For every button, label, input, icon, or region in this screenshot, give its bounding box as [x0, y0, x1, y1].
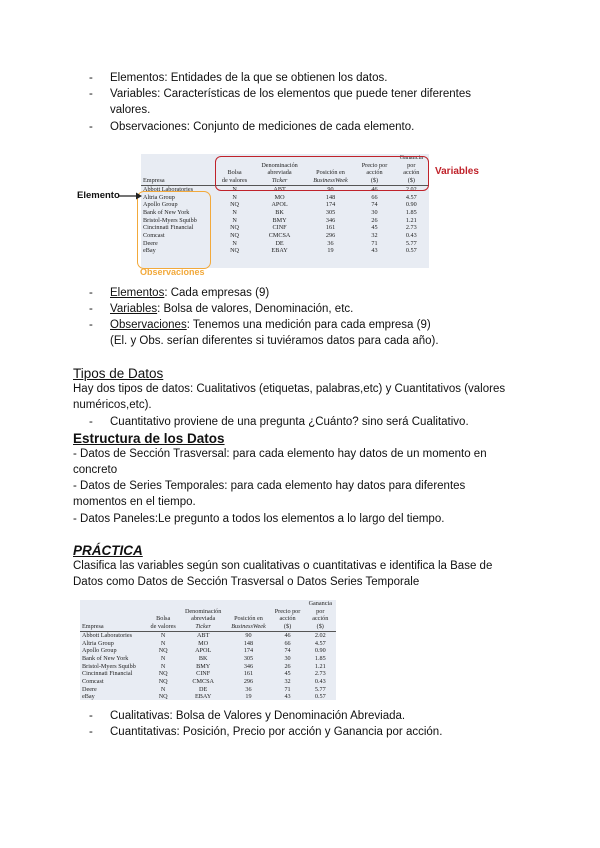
table-cell: Altria Group: [143, 193, 175, 201]
bullet-variables: [110, 303, 353, 315]
table-cell: 305: [243, 654, 254, 662]
table-cell: 2.02: [314, 631, 326, 639]
table-cell: 19: [245, 693, 252, 701]
observaciones-label: Observaciones: [140, 267, 205, 277]
table-cell: Abbott Laboratories: [143, 185, 194, 193]
table-row: [80, 631, 336, 639]
table-cell: NQ: [230, 224, 240, 232]
table-cell: 0.43: [314, 678, 326, 686]
table-cell: 2.73: [314, 670, 326, 678]
column-header: Denominación abreviada Ticker: [253, 154, 305, 185]
column-header: Empresa: [141, 154, 216, 185]
table-row: [80, 647, 336, 655]
table-cell: 0.57: [314, 693, 326, 701]
column-header: Empresa: [80, 600, 146, 631]
estructura-line: concreto: [73, 464, 118, 476]
table-cell: 346: [243, 662, 254, 670]
column-header: Denominación abreviada Ticker: [180, 600, 226, 631]
table-row: [80, 640, 336, 648]
table-cell: N: [160, 639, 166, 647]
table-cell: 74: [284, 647, 291, 655]
bullet-elementos-def: Elementos: Entidades de la que se obtienen los datos.: [110, 72, 388, 84]
bullet-label: Elementos: [110, 287, 165, 299]
table-cell: 174: [325, 201, 336, 209]
observaciones-highlight-box: [137, 191, 211, 269]
table-cell: BMY: [196, 662, 211, 670]
practica-line: Clasifica las variables según son cualitativas o cuantitativas e identifica la Base de: [73, 560, 493, 572]
bullet-label: Variables: [110, 303, 158, 315]
column-header: Precio por acción ($): [271, 600, 305, 631]
table-cell: Cincinnati Financial: [82, 670, 133, 678]
bullet-variables-def-cont: valores.: [110, 104, 151, 116]
table-cell: eBay: [143, 247, 156, 255]
table-cell: NQ: [230, 232, 240, 240]
table-cell: 1.85: [405, 208, 417, 216]
table-cell: 26: [284, 662, 291, 670]
table-cell: BMY: [272, 216, 287, 224]
table-cell: APOL: [195, 647, 212, 655]
table-cell: N: [232, 216, 237, 224]
table-cell: N: [160, 685, 166, 693]
table-cell: CINF: [272, 224, 287, 232]
bullet-dash: -: [89, 726, 93, 738]
estructura-line: momentos en el tiempo.: [73, 496, 196, 508]
table-cell: 46: [284, 631, 291, 639]
table-row: [80, 686, 336, 694]
table-cell: NQ: [230, 201, 240, 209]
table-cell: 30: [284, 654, 291, 662]
estructura-line: - Datos Paneles:Le pregunto a todos los elementos a lo largo del tiempo.: [73, 513, 445, 525]
table-cell: NQ: [230, 247, 240, 255]
table-cell: DE: [275, 239, 284, 247]
table-cell: Altria Group: [82, 639, 114, 647]
paragraph-tipos: Hay dos tipos de datos: Cualitativos (etiquetas, palabras,etc) y Cuantitativos (valores: [73, 383, 506, 395]
bullet-dash: -: [89, 303, 93, 315]
table-cell: CMCSA: [192, 678, 214, 686]
table-cell: DE: [199, 685, 208, 693]
table-cell: 174: [243, 647, 254, 655]
bullet-text: : Tenemos una medición para cada empresa (9): [186, 319, 431, 331]
table-cell: ABT: [196, 631, 210, 639]
table-cell: 30: [371, 208, 378, 216]
table-cell: EBAY: [195, 693, 212, 701]
table-cell: Apollo Group: [82, 647, 117, 655]
column-header: Posición en BusinessWeek: [306, 154, 356, 185]
table-cell: 32: [284, 678, 291, 686]
table-cell: Deere: [82, 685, 97, 693]
table-cell: 66: [371, 193, 378, 201]
practice-table: [80, 600, 336, 700]
table-cell: 1.21: [405, 216, 417, 224]
table-cell: N: [232, 185, 237, 193]
bullet-observaciones: [110, 319, 431, 331]
table-cell: 5.77: [314, 685, 326, 693]
data-table: [80, 600, 336, 701]
elemento-label: Elemento: [77, 190, 120, 201]
table-cell: MO: [274, 193, 285, 201]
table-cell: 1.85: [314, 654, 326, 662]
table-cell: ABT: [273, 185, 286, 193]
table-cell: N: [232, 193, 237, 201]
bullet-dash: -: [89, 72, 93, 84]
bullet-cualitativas: Cualitativas: Bolsa de Valores y Denominación Abreviada.: [110, 710, 406, 722]
bullet-dash: -: [89, 287, 93, 299]
table-cell: 71: [371, 239, 378, 247]
table-cell: 148: [243, 639, 254, 647]
table-row: [80, 670, 336, 678]
table-cell: 46: [371, 185, 378, 193]
table-cell: Bank of New York: [143, 208, 190, 216]
table-cell: APOL: [271, 201, 288, 209]
section-title-practica: PRÁCTICA: [73, 543, 143, 558]
bullet-dash: -: [89, 319, 93, 331]
bullet-dash: -: [89, 88, 93, 100]
table-cell: 0.57: [405, 247, 417, 255]
table-cell: Abbott Laboratories: [82, 631, 133, 639]
table-cell: 36: [327, 239, 334, 247]
table-cell: BK: [198, 654, 208, 662]
bullet-text: : Cada empresas (9): [164, 287, 270, 299]
table-cell: N: [160, 631, 166, 639]
table-cell: 19: [327, 247, 334, 255]
bullet-observaciones-def: Observaciones: Conjunto de mediciones de cada elemento.: [110, 121, 415, 133]
table-cell: N: [232, 208, 237, 216]
bullet-variables-def: Variables: Características de los elementos que puede tener diferentes: [110, 88, 471, 100]
practica-line: Datos como Datos de Sección Trasversal o Datos Series Temporale: [73, 576, 420, 588]
column-header: Bolsa de valores: [146, 600, 180, 631]
table-row: [80, 663, 336, 671]
table-cell: 2.02: [405, 185, 417, 193]
bullet-label: Observaciones: [110, 319, 187, 331]
table-cell: 2.73: [405, 224, 417, 232]
table-cell: Apollo Group: [143, 201, 178, 209]
table-cell: Bank of New York: [82, 654, 129, 662]
table-row: [80, 655, 336, 663]
bullet-dash: -: [89, 416, 93, 428]
table-cell: N: [160, 662, 166, 670]
table-cell: 90: [327, 185, 334, 193]
column-header: Bolsa de valores: [216, 154, 254, 185]
table-cell: CMCSA: [268, 232, 291, 240]
table-cell: BK: [275, 208, 284, 216]
table-cell: N: [232, 239, 237, 247]
table-cell: 5.77: [405, 239, 417, 247]
table-cell: 26: [371, 216, 378, 224]
table-cell: 71: [284, 685, 291, 693]
bullet-text: : Bolsa de valores, Denominación, etc.: [157, 303, 354, 315]
table-cell: 1.21: [314, 662, 326, 670]
table-cell: EBAY: [271, 247, 288, 255]
table-cell: Bristol-Myers Squibb: [143, 216, 197, 224]
table-row: [80, 678, 336, 686]
table-cell: 0.90: [405, 201, 417, 209]
table-cell: 161: [243, 670, 254, 678]
table-cell: 161: [325, 224, 336, 232]
table-cell: 66: [284, 639, 291, 647]
note-text: (El. y Obs. serían diferentes si tuviéramos datos para cada año).: [110, 335, 439, 347]
table-cell: Deere: [143, 239, 158, 247]
table-cell: 43: [284, 693, 291, 701]
table-cell: 45: [284, 670, 291, 678]
paragraph-tipos-cont: numéricos,etc).: [73, 399, 152, 411]
estructura-line: - Datos de Sección Trasversal: para cada elemento hay datos de un momento en: [73, 448, 487, 460]
table-cell: 45: [371, 224, 378, 232]
table-cell: 0.43: [405, 232, 417, 240]
table-cell: MO: [198, 639, 209, 647]
section-title-tipos: Tipos de Datos: [73, 366, 164, 381]
column-header: Precio por acción ($): [355, 154, 393, 185]
table-cell: 74: [371, 201, 378, 209]
column-header: Posición en BusinessWeek: [226, 600, 270, 631]
table-cell: 346: [325, 216, 336, 224]
table-cell: eBay: [82, 693, 95, 701]
table-cell: 305: [325, 208, 336, 216]
table-cell: 0.90: [314, 647, 326, 655]
table-cell: 4.57: [314, 639, 326, 647]
column-header: Ganancia por acción ($): [305, 600, 336, 631]
elemento-arrow-icon: [118, 190, 144, 202]
table-cell: CINF: [196, 670, 211, 678]
table-cell: Cincinnati Financial: [143, 224, 194, 232]
table-cell: 296: [243, 678, 254, 686]
table-cell: 90: [245, 631, 252, 639]
bullet-cuantitativas: Cuantitativas: Posición, Precio por acción y Ganancia por acción.: [110, 726, 443, 738]
table-cell: NQ: [158, 693, 168, 701]
bullet-dash: -: [89, 121, 93, 133]
estructura-line: - Datos de Series Temporales: para cada elemento hay datos para diferentes: [73, 480, 466, 492]
bullet-dash: -: [89, 710, 93, 722]
table-cell: 148: [325, 193, 336, 201]
table-cell: Comcast: [82, 678, 104, 686]
variables-label: Variables: [435, 166, 479, 177]
table-cell: NQ: [158, 678, 168, 686]
table-cell: 32: [371, 232, 378, 240]
column-header: Ganancia por acción ($): [394, 154, 429, 185]
bullet-cuantitativo: Cuantitativo proviene de una pregunta ¿Cuánto? sino será Cualitativo.: [110, 416, 469, 428]
section-title-estructura: Estructura de los Datos: [73, 431, 225, 446]
table-cell: 36: [245, 685, 252, 693]
table-cell: 296: [325, 232, 336, 240]
table-cell: Bristol-Myers Squibb: [82, 662, 136, 670]
table-row: [80, 693, 336, 701]
bullet-elementos: [110, 287, 269, 299]
table-cell: NQ: [158, 647, 168, 655]
table-cell: N: [160, 654, 166, 662]
table-cell: 43: [371, 247, 378, 255]
table-cell: NQ: [158, 670, 168, 678]
variables-highlight-box: [215, 156, 429, 191]
table-cell: 4.57: [405, 193, 417, 201]
table-cell: Comcast: [143, 232, 165, 240]
